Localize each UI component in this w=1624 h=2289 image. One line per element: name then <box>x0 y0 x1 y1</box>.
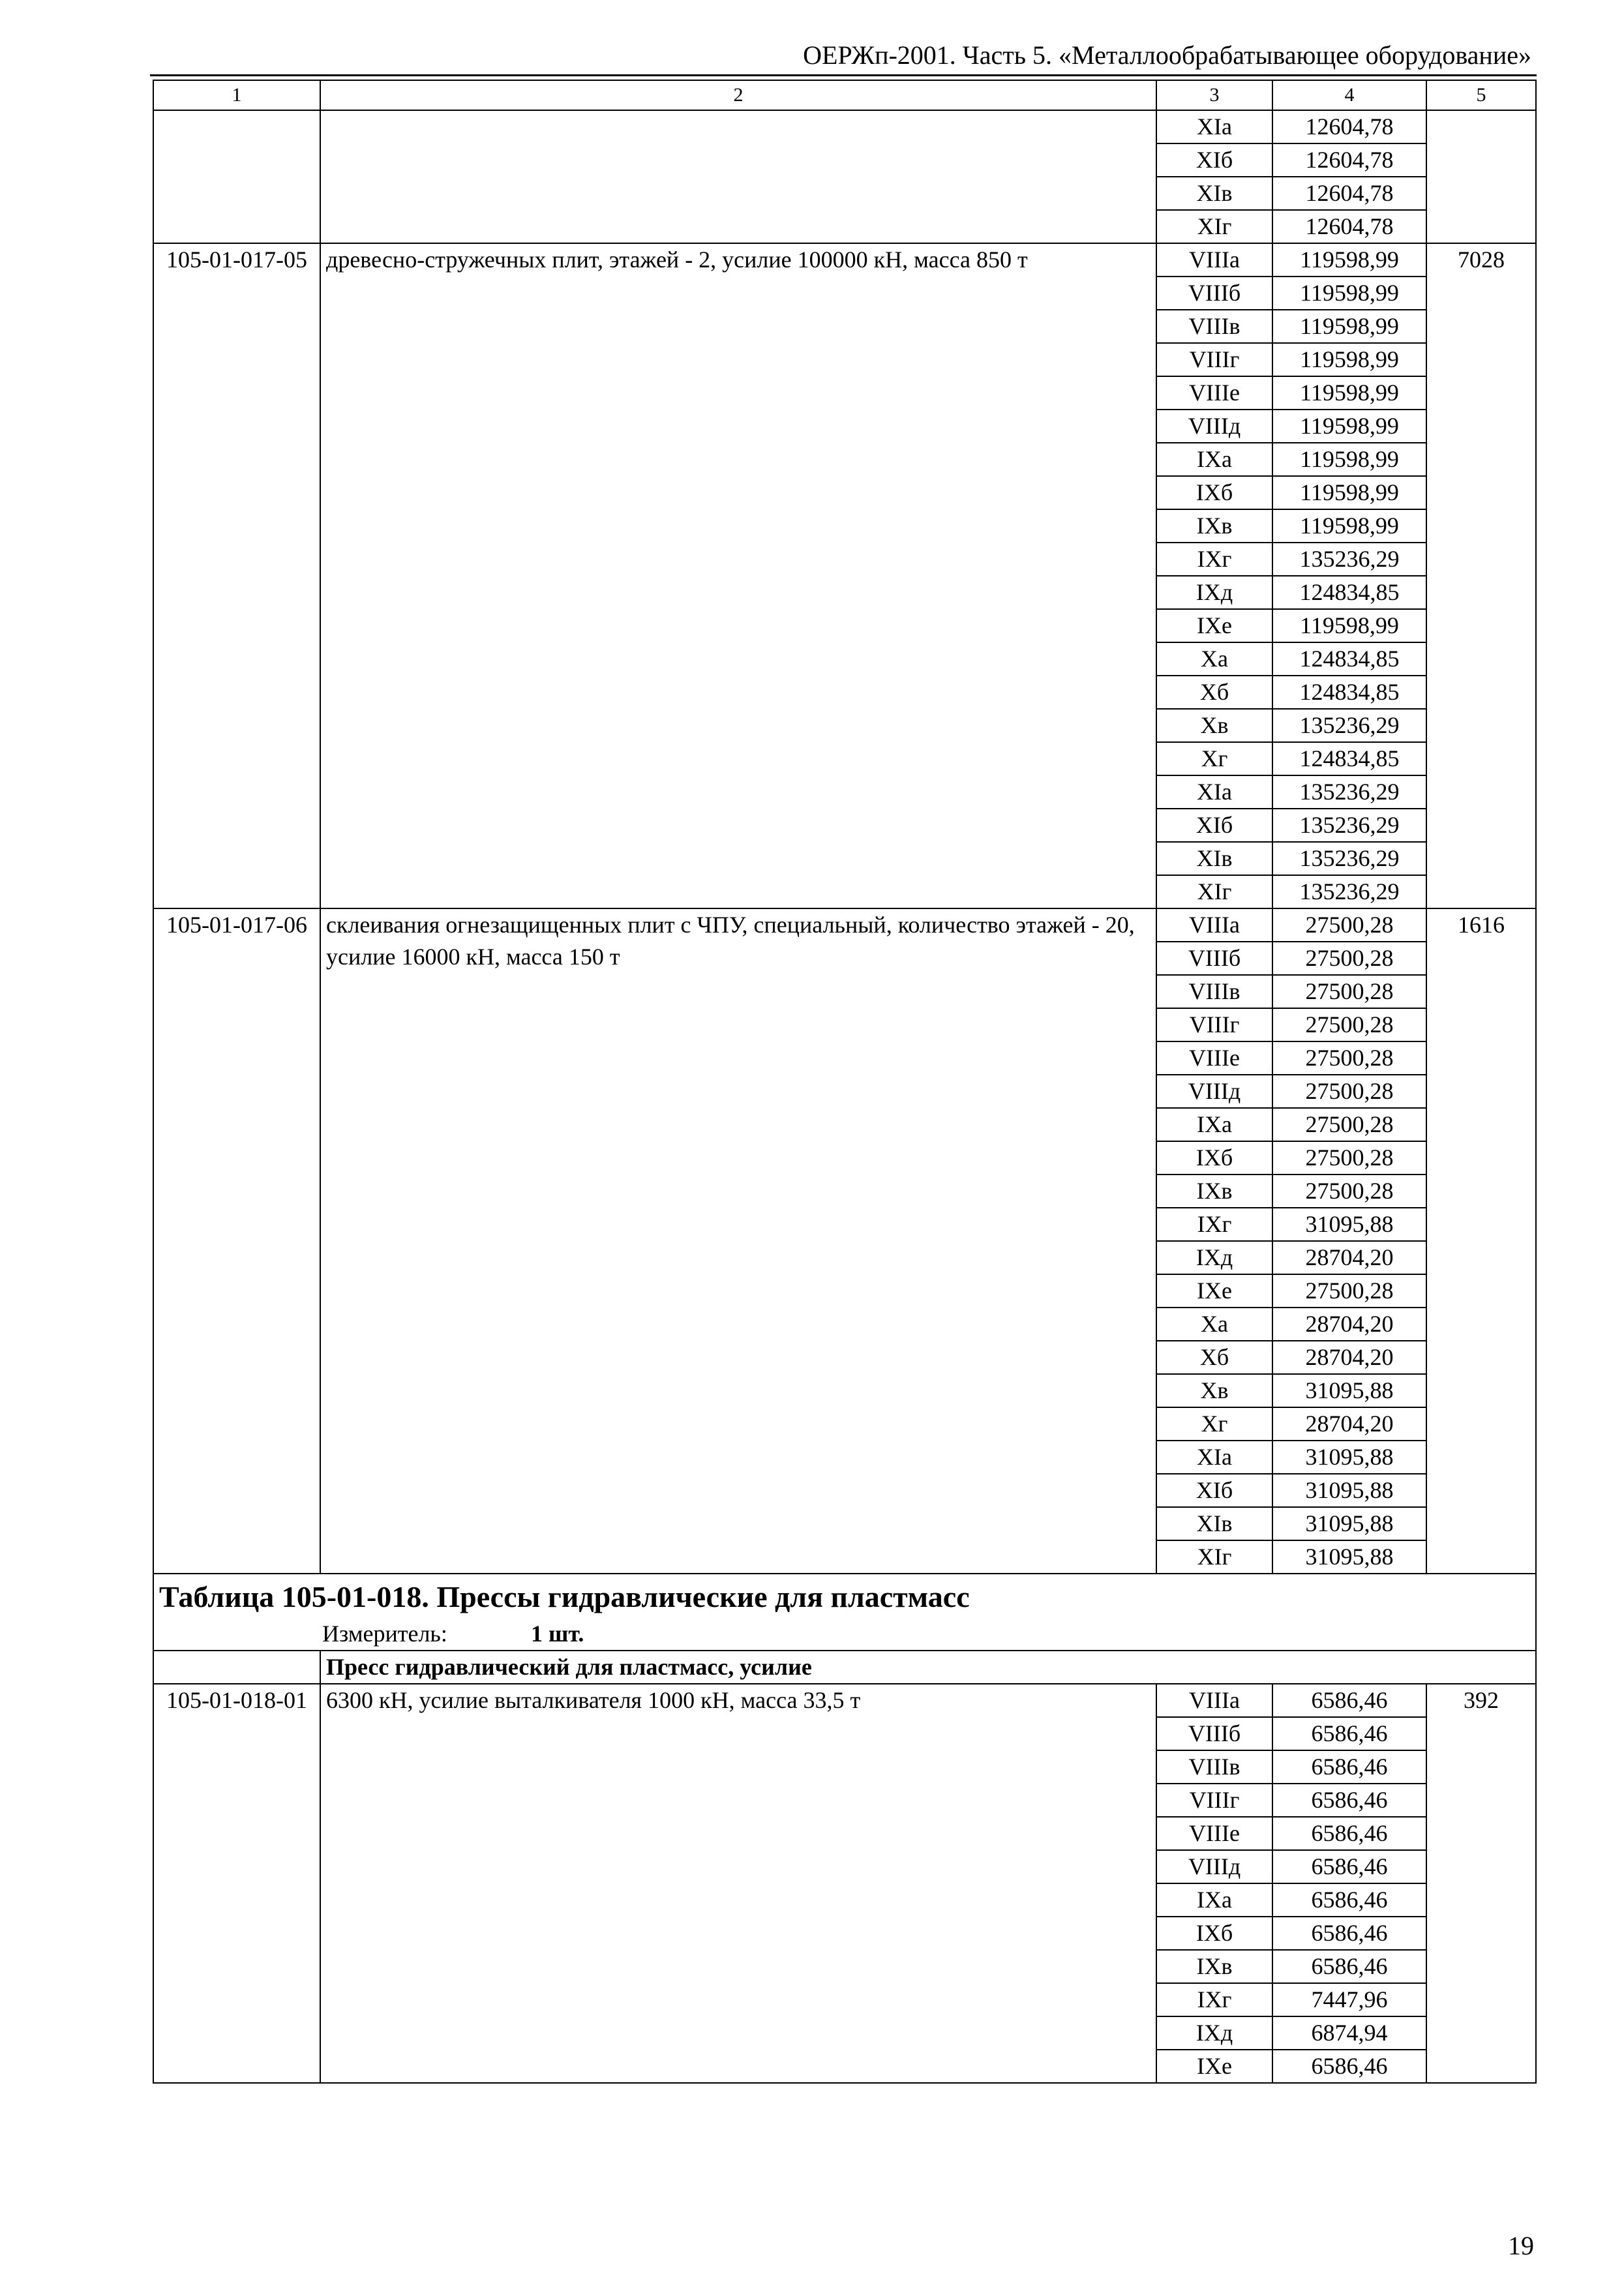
zone-cell: Xб <box>1156 676 1272 709</box>
price-cell: 6586,46 <box>1272 1784 1426 1817</box>
zone-cell: IXа <box>1156 1883 1272 1917</box>
zone-cell: VIIIв <box>1156 1750 1272 1784</box>
measure-line <box>159 1617 1530 1650</box>
table-row <box>153 243 1536 277</box>
description-cell: древесно-стружечных плит, этажей - 2, усилие 100000 кН, масса 850 т <box>320 243 1156 908</box>
price-cell: 124834,85 <box>1272 676 1426 709</box>
price-cell: 119598,99 <box>1272 277 1426 310</box>
zone-cell: Xг <box>1156 1407 1272 1441</box>
zone-cell: IXб <box>1156 1917 1272 1950</box>
price-cell: 28704,20 <box>1272 1407 1426 1441</box>
rate-code-cell: 105-01-018-01 <box>153 1684 320 2083</box>
description-cell <box>320 110 1156 243</box>
zone-cell: XIв <box>1156 1507 1272 1540</box>
price-cell: 31095,88 <box>1272 1208 1426 1241</box>
price-cell: 27500,28 <box>1272 1141 1426 1174</box>
price-cell: 31095,88 <box>1272 1374 1426 1407</box>
zone-cell: XIг <box>1156 1540 1272 1574</box>
zone-cell: VIIIв <box>1156 975 1272 1008</box>
description-cell: 6300 кН, усилие выталкивателя 1000 кН, масса 33,5 т <box>320 1684 1156 2083</box>
price-cell: 27500,28 <box>1272 1274 1426 1308</box>
price-cell: 6586,46 <box>1272 1950 1426 1983</box>
zone-cell: XIг <box>1156 210 1272 243</box>
zone-cell: IXа <box>1156 1108 1272 1141</box>
price-cell: 6874,94 <box>1272 2016 1426 2050</box>
zone-cell: Xб <box>1156 1341 1272 1374</box>
price-cell: 27500,28 <box>1272 908 1426 942</box>
zone-cell: XIа <box>1156 110 1272 143</box>
zone-cell: VIIIе <box>1156 1041 1272 1075</box>
price-cell: 27500,28 <box>1272 1008 1426 1041</box>
table-row <box>153 110 1536 143</box>
zone-cell: IXе <box>1156 2050 1272 2083</box>
price-cell: 27500,28 <box>1272 975 1426 1008</box>
price-cell: 135236,29 <box>1272 775 1426 809</box>
price-cell: 6586,46 <box>1272 1684 1426 1717</box>
zone-cell: IXд <box>1156 2016 1272 2050</box>
column-number: 4 <box>1272 80 1426 110</box>
price-cell: 31095,88 <box>1272 1540 1426 1574</box>
price-cell: 27500,28 <box>1272 1108 1426 1141</box>
price-cell: 28704,20 <box>1272 1341 1426 1374</box>
price-cell: 119598,99 <box>1272 509 1426 543</box>
price-cell: 6586,46 <box>1272 1750 1426 1784</box>
price-cell: 135236,29 <box>1272 875 1426 908</box>
price-table-body <box>153 80 1536 2083</box>
price-cell: 119598,99 <box>1272 609 1426 642</box>
column-number: 2 <box>320 80 1156 110</box>
price-cell: 12604,78 <box>1272 210 1426 243</box>
price-cell: 27500,28 <box>1272 1174 1426 1208</box>
price-cell: 119598,99 <box>1272 376 1426 410</box>
zone-cell: XIб <box>1156 1474 1272 1507</box>
zone-cell: IXв <box>1156 509 1272 543</box>
price-cell: 12604,78 <box>1272 177 1426 210</box>
zone-cell: IXв <box>1156 1950 1272 1983</box>
price-cell: 135236,29 <box>1272 842 1426 875</box>
price-cell: 124834,85 <box>1272 742 1426 775</box>
rate-code-cell <box>153 110 320 243</box>
price-cell: 119598,99 <box>1272 476 1426 509</box>
zone-cell: XIв <box>1156 177 1272 210</box>
zone-cell: VIIIг <box>1156 1784 1272 1817</box>
price-cell: 6586,46 <box>1272 1717 1426 1750</box>
price-cell: 119598,99 <box>1272 343 1426 376</box>
zone-cell: Xа <box>1156 642 1272 676</box>
zone-cell: IXа <box>1156 443 1272 476</box>
price-cell: 135236,29 <box>1272 543 1426 576</box>
mass-cell <box>1426 110 1536 243</box>
table-row <box>153 1684 1536 1717</box>
column-number-row <box>153 80 1536 110</box>
table-row <box>153 908 1536 942</box>
zone-cell: XIв <box>1156 842 1272 875</box>
zone-cell: XIа <box>1156 775 1272 809</box>
price-cell: 6586,46 <box>1272 1817 1426 1850</box>
zone-cell: VIIIг <box>1156 1008 1272 1041</box>
zone-cell: IXд <box>1156 576 1272 609</box>
zone-cell: VIIIг <box>1156 343 1272 376</box>
zone-cell: IXе <box>1156 1274 1272 1308</box>
price-cell: 124834,85 <box>1272 642 1426 676</box>
zone-cell: IXе <box>1156 609 1272 642</box>
price-cell: 31095,88 <box>1272 1441 1426 1474</box>
price-cell: 119598,99 <box>1272 443 1426 476</box>
price-cell: 124834,85 <box>1272 576 1426 609</box>
zone-cell: Xв <box>1156 709 1272 742</box>
zone-cell: IXд <box>1156 1241 1272 1274</box>
subheading-row <box>153 1651 1536 1684</box>
page-number: 19 <box>1508 2231 1534 2260</box>
subheading-code-cell <box>153 1651 320 1684</box>
price-cell: 28704,20 <box>1272 1241 1426 1274</box>
price-cell: 12604,78 <box>1272 110 1426 143</box>
price-cell: 7447,96 <box>1272 1983 1426 2016</box>
price-cell: 6586,46 <box>1272 1850 1426 1883</box>
price-cell: 27500,28 <box>1272 942 1426 975</box>
mass-cell: 7028 <box>1426 243 1536 908</box>
zone-cell: VIIIд <box>1156 1075 1272 1108</box>
rate-code-cell: 105-01-017-06 <box>153 908 320 1574</box>
zone-cell: Xа <box>1156 1308 1272 1341</box>
column-number: 1 <box>153 80 320 110</box>
zone-cell: VIIIе <box>1156 1817 1272 1850</box>
zone-cell: VIIIа <box>1156 908 1272 942</box>
price-cell: 27500,28 <box>1272 1075 1426 1108</box>
price-cell: 27500,28 <box>1272 1041 1426 1075</box>
price-cell: 6586,46 <box>1272 1917 1426 1950</box>
price-cell: 12604,78 <box>1272 143 1426 177</box>
table-title: Таблица 105-01-018. Прессы гидравлические для пластмасс <box>159 1580 970 1613</box>
zone-cell: VIIIб <box>1156 942 1272 975</box>
column-number: 3 <box>1156 80 1272 110</box>
zone-cell: Xг <box>1156 742 1272 775</box>
column-number: 5 <box>1426 80 1536 110</box>
zone-cell: XIа <box>1156 1441 1272 1474</box>
zone-cell: VIIIб <box>1156 1717 1272 1750</box>
document-header: ОЕРЖп-2001. Часть 5. «Металлообрабатывающее оборудование» <box>803 40 1531 70</box>
table-section-row <box>153 1574 1536 1651</box>
price-cell: 28704,20 <box>1272 1308 1426 1341</box>
price-table <box>153 80 1537 2084</box>
zone-cell: IXб <box>1156 476 1272 509</box>
zone-cell: VIIIв <box>1156 310 1272 343</box>
header-divider <box>150 74 1537 76</box>
price-cell: 135236,29 <box>1272 709 1426 742</box>
zone-cell: XIб <box>1156 143 1272 177</box>
price-cell: 31095,88 <box>1272 1507 1426 1540</box>
zone-cell: IXв <box>1156 1174 1272 1208</box>
zone-cell: Xв <box>1156 1374 1272 1407</box>
mass-cell: 1616 <box>1426 908 1536 1574</box>
price-cell: 119598,99 <box>1272 243 1426 277</box>
price-cell: 135236,29 <box>1272 809 1426 842</box>
zone-cell: VIIIд <box>1156 1850 1272 1883</box>
mass-cell: 392 <box>1426 1684 1536 2083</box>
price-cell: 6586,46 <box>1272 1883 1426 1917</box>
price-cell: 31095,88 <box>1272 1474 1426 1507</box>
price-cell: 119598,99 <box>1272 310 1426 343</box>
rate-code-cell: 105-01-017-05 <box>153 243 320 908</box>
zone-cell: VIIIа <box>1156 243 1272 277</box>
subheading-cell: Пресс гидравлический для пластмасс, усилие <box>320 1651 1536 1684</box>
table-section-cell <box>153 1574 1536 1651</box>
zone-cell: IXб <box>1156 1141 1272 1174</box>
zone-cell: IXг <box>1156 543 1272 576</box>
zone-cell: IXг <box>1156 1208 1272 1241</box>
price-cell: 119598,99 <box>1272 410 1426 443</box>
zone-cell: XIб <box>1156 809 1272 842</box>
description-cell: склеивания огнезащищенных плит с ЧПУ, специальный, количество этажей - 20, усилие 16000 кН, масса 150 т <box>320 908 1156 1574</box>
price-cell: 6586,46 <box>1272 2050 1426 2083</box>
measure-label: Измеритель: <box>322 1621 447 1647</box>
zone-cell: VIIIд <box>1156 410 1272 443</box>
measure-value: 1 шт. <box>531 1621 584 1647</box>
zone-cell: IXг <box>1156 1983 1272 2016</box>
zone-cell: XIг <box>1156 875 1272 908</box>
zone-cell: VIIIа <box>1156 1684 1272 1717</box>
zone-cell: VIIIб <box>1156 277 1272 310</box>
zone-cell: VIIIе <box>1156 376 1272 410</box>
